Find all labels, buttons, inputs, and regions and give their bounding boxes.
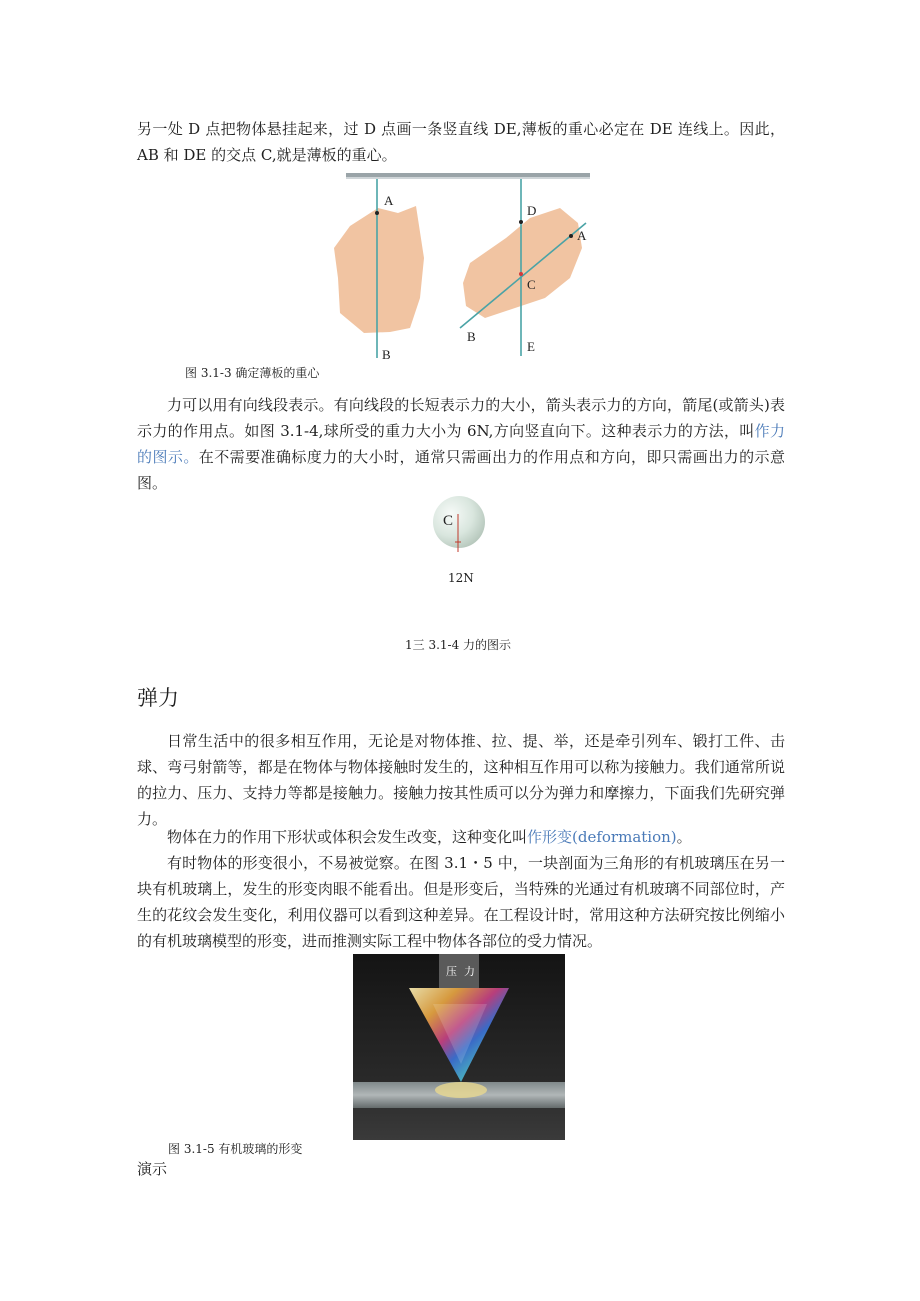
thin-plate-left [334, 206, 424, 333]
figure-3-1-3-caption: 图 3.1-3 确定薄板的重心 [185, 366, 320, 380]
figure-3-1-5-caption: 图 3.1-5 有机玻璃的形变 [168, 1142, 303, 1156]
paragraph-contact-force: 日常生活中的很多相互作用，无论是对物体推、拉、提、举，还是牵引列车、锻打工件、击球、弯弓射箭等，都是在物体与物体接触时发生的，这种相互作用可以称为接触力。我们通常所说的拉力、压力、支持力等都是接触力。接触力按其性质可以分为弹力和摩擦力，下面我们先研究弹力。 [137, 732, 785, 828]
paragraph-plexiglass: 有时物体的形变很小，不易被觉察。在图 3.1・5 中，一块剖面为三角形的有机玻璃压在另一块有机玻璃上，发生的形变肉眼不能看出。但是形变后，当特殊的光通过有机玻璃不同部位时，产生的花纹会发生变化，利用仪器可以看到这种差异。在工程设计时，常用这种方法研究按比例缩小的有机玻璃模型的形变，进而推测实际工程中物体各部位的受力情况。 [137, 854, 785, 950]
paragraph-center-of-gravity: 另一处 D 点把物体悬挂起来，过 D 点画一条竖直线 DE,薄板的重心必定在 DE 连线上。因此，AB 和 DE 的交点 C,就是薄板的重心。 [137, 120, 785, 164]
point-a-right [569, 234, 573, 238]
pressure-label-1: 压 [446, 965, 457, 978]
paragraph-deformation-end: 。 [676, 828, 692, 846]
label-b-right: B [467, 329, 476, 344]
label-a-right: A [577, 228, 587, 243]
figure-3-1-4-caption: 1三 3.1-4 力的图示 [405, 638, 512, 652]
figure-3-1-3 [320, 168, 610, 368]
label-a-left: A [384, 193, 394, 208]
footer-demo-label: 演示 [137, 1160, 168, 1178]
pressure-label-2: 力 [464, 965, 475, 978]
label-e: E [527, 339, 535, 354]
paragraph-deformation [137, 824, 785, 850]
thin-plate-right [463, 208, 582, 318]
term-deformation: 作形变(deformation) [527, 828, 677, 846]
figure-3-1-4 [430, 496, 490, 558]
term-force-diagram: 作力的图示。 [137, 422, 785, 466]
figure-3-1-5 [353, 954, 565, 1140]
contact-fringe [435, 1082, 487, 1098]
ball-label-c: C [443, 513, 454, 529]
label-b-left: B [382, 347, 391, 362]
paragraph-force-diagram-text: 力可以用有向线段表示。有向线段的长短表示力的大小，箭头表示力的方向，箭尾(或箭头)表示力的作用点。如图 3.1-4,球所受的重力大小为 6N,方向竖直向下。这种表示力的方法，叫 [137, 396, 785, 440]
point-a-left [375, 211, 379, 215]
paragraph-force-diagram-rest: 在不需要准确标度力的大小时，通常只需画出力的作用点和方向，即只需画出力的示意图。 [137, 448, 785, 492]
figure-3-1-4-scale: 12N [448, 571, 474, 585]
label-d: D [527, 203, 537, 218]
point-d [519, 220, 523, 224]
paragraph-deformation-text: 物体在力的作用下形状或体积会发生改变，这种变化叫 [167, 828, 528, 846]
ceiling-bar [346, 173, 590, 177]
paragraph-force-diagram [137, 392, 785, 496]
point-c-center [519, 272, 523, 276]
ceiling-shadow [346, 177, 590, 179]
label-c: C [527, 277, 536, 292]
ball [433, 496, 485, 548]
section-heading-elastic-force: 弹力 [137, 686, 179, 710]
